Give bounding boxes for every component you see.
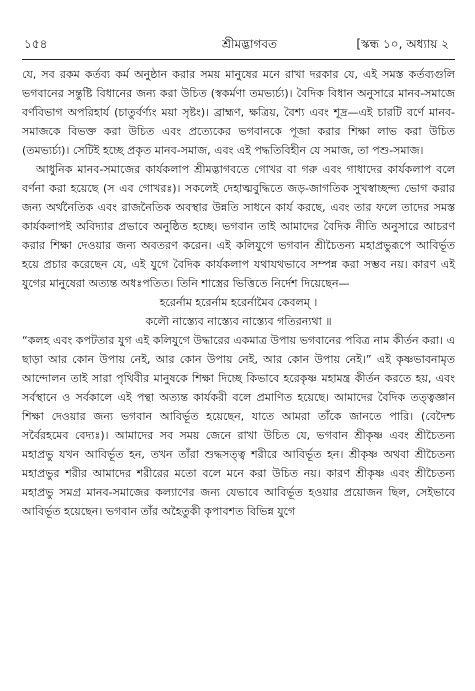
- header-rule: [22, 59, 455, 60]
- verse-line: হরের্নাম হরের্নাম হরের্নামৈব কেবলম্ ।: [159, 296, 318, 309]
- running-header: [22, 36, 455, 54]
- verse-line: কলৌ নাস্ত্যেব নাস্ত্যেব নাস্ত্যেব গতিরন্যথা ॥: [145, 315, 332, 328]
- chapter-reference: [স্কন্ধ ১০, অধ্যায় ২: [356, 37, 449, 51]
- paragraph: আধুনিক মানব-সমাজের কার্যকলাপ শ্রীমদ্ভাগবতে গোখর বা গরু এবং গাধাদের কার্যকলাপ বলে বর্ণনা করা হয়েছে (স এব গোখরঃ)। সকলেই দেহাত্মবুদ্ধিতে জড়-জাগতিক সুখস্বাচ্ছন্দ্য ভোগ করার জন্য অর্থনৈতিক এবং রাজনৈতিক অবস্থার উন্নতি সাধনে কার্য করছে, এবং তার ফলে তাদের সমস্ত কার্যকলাপই অবিদ্যার প্রভাবে অনুষ্ঠিত হচ্ছে। ভগবান তাই আমাদের বৈদিক নীতি অনুসারে আচরণ করার শিক্ষা দেওয়ার জন্য অবতরণ করেন। এই কলিযুগে ভগবান শ্রীচৈতন্য মহাপ্রভুরূপে আবির্ভূত হয়ে প্রচার করেছেন যে, এই যুগে বৈদিক কার্যকলাপ যথাযথভাবে সম্পন্ন করা সম্ভব নয়। কারণ এই যুগের মানুষেরা অত্যন্ত অধঃপতিত। তিনি শাস্ত্রের ভিত্তিতে নির্দেশ দিয়েছেন—: [22, 163, 455, 290]
- page-number: ১৫৪: [24, 37, 48, 51]
- book-title: শ্রীমদ্ভাগবত: [222, 37, 278, 51]
- verse-block: [22, 293, 455, 331]
- paragraph: যে, সব রকম কর্তব্য কর্ম অনুষ্ঠান করার সময় মানুষের মনে রাখা দরকার যে, এই সমস্ত কর্তব্যগুলি ভগবানের সন্তুষ্টি বিধানের জন্য করা উচিত (স্বকর্মণা তমভ্যর্চ্য)। বৈদিক বিধান অনুসারে মানব-সমাজে বর্ণবিভাগ অপরিহার্য (চাতুর্বর্ণ্যং ময়া সৃষ্টং)। ব্রাহ্মণ, ক্ষত্রিয়, বৈশ্য এবং শূদ্র—এই চারটি বর্ণে মানব-সমাজকে বিভক্ত করা উচিত এবং প্রত্যেকের ভগবানকে পূজা করার শিক্ষা লাভ করা উচিত (তমভ্যর্চ্য)। সেটিই হচ্ছে প্রকৃত মানব-সমাজ, এবং এই পদ্ধতিবিহীন যে সমাজ, তা পশু-সমাজ।: [22, 68, 455, 157]
- paragraph: “কলহ এবং কপটতার যুগ এই কলিযুগে উদ্ধারের একমাত্র উপায় ভগবানের পবিত্র নাম কীর্তন করা। এ ছাড়া আর কোন উপায় নেই, আর কোন উপায় নেই, আর কোন উপায় নেই।” এই কৃষ্ণভাবনামৃত আন্দোলন তাই সারা পৃথিবীর মানুষকে শিক্ষা দিচ্ছে কিভাবে হরেকৃষ্ণ মহামন্ত্র কীর্তন করতে হয়, এবং সর্বস্থানে ও সর্বকালে এই পন্থা অত্যন্ত কার্যকরী বলে প্রমাণিত হয়েছে। আমাদের বৈদিক তত্ত্বজ্ঞান শিক্ষা দেওয়ার জন্য ভগবান আবির্ভূত হয়েছেন, যাতে আমরা তাঁকে জানতে পারি। (বেদৈশ্চ সর্বৈরহমেব বেদ্যঃ)। আমাদের সব সময় জেনে রাখা উচিত যে, ভগবান শ্রীকৃষ্ণ এবং শ্রীচৈতন্য মহাপ্রভু যখন আবির্ভূত হন, তখন তাঁরা শুদ্ধসত্ত্ব শরীরে আবির্ভূত হন। শ্রীকৃষ্ণ অথবা শ্রীচৈতন্য মহাপ্রভুর শরীর আমাদের শরীরের মতো বলে মনে করা উচিত নয়। কারণ শ্রীকৃষ্ণ এবং শ্রীচৈতন্য মহাপ্রভু সমগ্র মানব-সমাজের কল্যাণের জন্য যেভাবে আবির্ভূত হওয়ার প্রয়োজন ছিল, সেইভাবে আবির্ভূত হয়েছেন। ভগবান তাঁর অহৈতুকী কৃপাবশত বিভিন্ন যুগে: [22, 334, 455, 518]
